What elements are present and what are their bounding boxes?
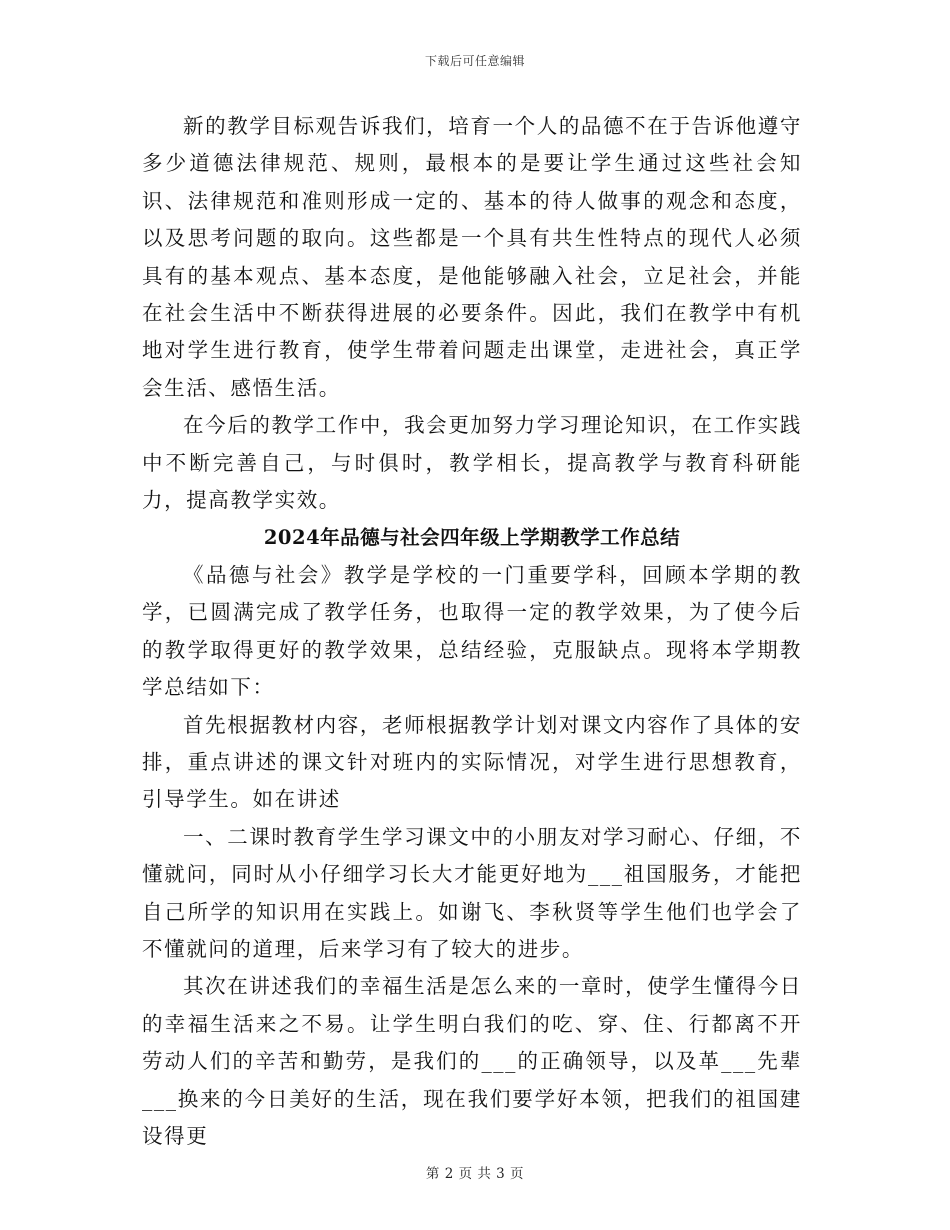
paragraph: 首先根据教材内容，老师根据教学计划对课文内容作了具体的安排，重点讲述的课文针对班内的实际情况，对学生进行思想教育，引导学生。如在讲述 [142, 712, 802, 812]
paragraph: 《品德与社会》教学是学校的一门重要学科，回顾本学期的教学，已圆满完成了教学任务，也取得一定的教学效果，为了使今后的教学取得更好的教学效果，总结经验，克服缺点。现将本学期教学总结如下： [142, 562, 802, 700]
paragraph: 在今后的教学工作中，我会更加努力学习理论知识，在工作实践中不断完善自己，与时俱时，教学相长，提高教学与教育科研能力，提高教学实效。 [142, 413, 802, 513]
paragraph: 其次在讲述我们的幸福生活是怎么来的一章时，使学生懂得今日的幸福生活来之不易。让学生明白我们的吃、穿、住、行都离不开劳动人们的辛苦和勤劳，是我们的___的正确领导，以及革___先辈___换来的今日美好的生活，现在我们要学好本领，把我们的祖国建设得更 [142, 974, 802, 1148]
page-header: 下载后可任意编辑 [424, 54, 525, 68]
page-footer: 第 2 页 共 3 页 [425, 1166, 525, 1182]
document-body [142, 108, 802, 1155]
paragraph: 一、二课时教育学生学习课文中的小朋友对学习耐心、仔细，不懂就问，同时从小仔细学习长大才能更好地为___祖国服务，才能把自己所学的知识用在实践上。如谢飞、李秋贤等学生他们也学会了不懂就问的道理，后来学习有了较大的进步。 [142, 824, 802, 961]
paragraph: 新的教学目标观告诉我们，培育一个人的品德不在于告诉他遵守多少道德法律规范、规则，最根本的是要让学生通过这些社会知识、法律规范和准则形成一定的、基本的待人做事的观念和态度，以及思考问题的取向。这些都是一个具有共生性特点的现代人必须具有的基本观点、基本态度，是他能够融入社会，立足社会，并能在社会生活中不断获得进展的必要条件。因此，我们在教学中有机地对学生进行教育，使学生带着问题走出课堂，走进社会，真正学会生活、感悟生活。 [142, 114, 802, 400]
section-title: 2024年品德与社会四年级上学期教学工作总结 [263, 526, 681, 550]
